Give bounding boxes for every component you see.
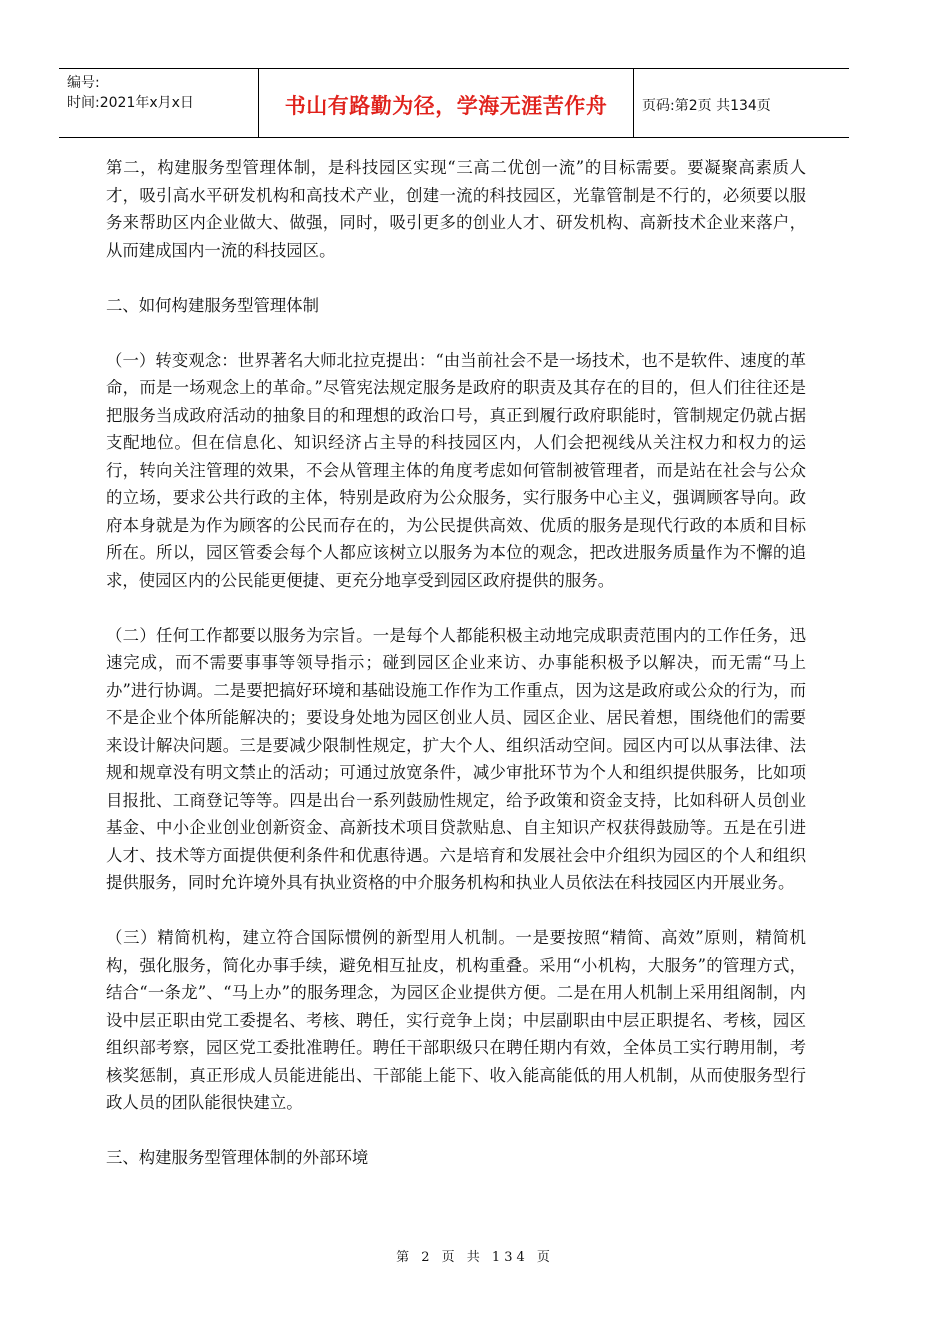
- body-paragraph: （三）精简机构，建立符合国际惯例的新型用人机制。一是要按照“精简、高效”原则，精简机构，强化服务，简化办事手续，避免相互扯皮，机构重叠。采用“小机构，大服务”的管理方式，结合“一条龙”、“马上办”的服务理念，为园区企业提供方便。二是在用人机制上采用组阁制，内设中层正职由党工委提名、考核、聘任，实行竞争上岗；中层副职由中层正职提名、考核，园区组织部考察，园区党工委批准聘任。聘任干部职级只在聘任期内有效，全体员工实行聘用制，考核奖惩制，真正形成人员能进能出、干部能上能下、收入能高能低的用人机制，从而使服务型行政人员的团队能很快建立。: [106, 928, 806, 1112]
- page-header: [59, 68, 849, 138]
- page-footer: [0, 1246, 950, 1265]
- body-paragraph: 第二，构建服务型管理体制，是科技园区实现“三高二优创一流”的目标需要。要凝聚高素质人才，吸引高水平研发机构和高技术产业，创建一流的科技园区，光靠管制是不行的，必须要以服务来帮助区内企业做大、做强，同时，吸引更多的创业人才、研发机构、高新技术企业来落户，从而建成国内一流的科技园区。: [106, 158, 806, 260]
- section-heading: 三、构建服务型管理体制的外部环境: [106, 1148, 369, 1167]
- body-paragraph: （二）任何工作都要以服务为宗旨。一是每个人都能积极主动地完成职责范围内的工作任务，迅速完成，而不需要事事等领导指示；碰到园区企业来访、办事能积极予以解决，而无需“马上办”进行协调。二是要把搞好环境和基础设施工作作为工作重点，因为这是政府或公众的行为，而不是企业个体所能解决的；要设身处地为园区创业人员、园区企业、居民着想，围绕他们的需要来设计解决问题。三是要减少限制性规定，扩大个人、组织活动空间。园区内可以从事法律、法规和规章没有明文禁止的活动；可通过放宽条件，减少审批环节为个人和组织提供服务，比如项目报批、工商登记等等。四是出台一系列鼓励性规定，给予政策和资金支持，比如科研人员创业基金、中小企业创业创新资金、高新技术项目贷款贴息、自主知识产权获得鼓励等。五是在引进人才、技术等方面提供便利条件和优惠待遇。六是培育和发展社会中介组织为园区的个人和组织提供服务，同时允许境外具有执业资格的中介服务机构和执业人员依法在科技园区内开展业务。: [106, 625, 806, 892]
- body-paragraph: （一）转变观念：世界著名大师北拉克提出：“由当前社会不是一场技术，也不是软件、速度的革命，而是一场观念上的革命。”尽管宪法规定服务是政府的职责及其存在的目的，但人们往往还是把服务当成政府活动的抽象目的和理想的政治口号，真正到履行政府职能时，管制规定仍就占据支配地位。但在信息化、知识经济占主导的科技园区内，人们会把视线从关注权力和权力的运行，转向关注管理的效果，不会从管理主体的角度考虑如何管制被管理者，而是站在社会与公众的立场，要求公共行政的主体，特别是政府为公众服务，实行服务中心主义，强调顾客导向。政府本身就是为作为顾客的公民而存在的，为公民提供高效、优质的服务是现代行政的本质和目标所在。所以，园区管委会每个人都应该树立以服务为本位的观念，把改进服务质量作为不懈的追求，使园区内的公民能更便捷、更充分地享受到园区政府提供的服务。: [106, 350, 806, 590]
- header-page-label: 页码:第2页 共134页: [642, 98, 771, 114]
- section-heading: 二、如何构建服务型管理体制: [106, 295, 320, 315]
- header-motto-cell: [259, 69, 634, 137]
- footer-page-number: 第 2 页 共 134 页: [396, 1250, 554, 1265]
- header-page-cell: [634, 69, 849, 137]
- document-body: [106, 154, 806, 1199]
- document-number-label: 编号:: [67, 75, 100, 91]
- document-time-label: 时间:2021年x月x日: [67, 95, 194, 111]
- header-meta: [59, 69, 259, 137]
- header-motto: 书山有路勤为径，学海无涯苦作舟: [284, 94, 608, 118]
